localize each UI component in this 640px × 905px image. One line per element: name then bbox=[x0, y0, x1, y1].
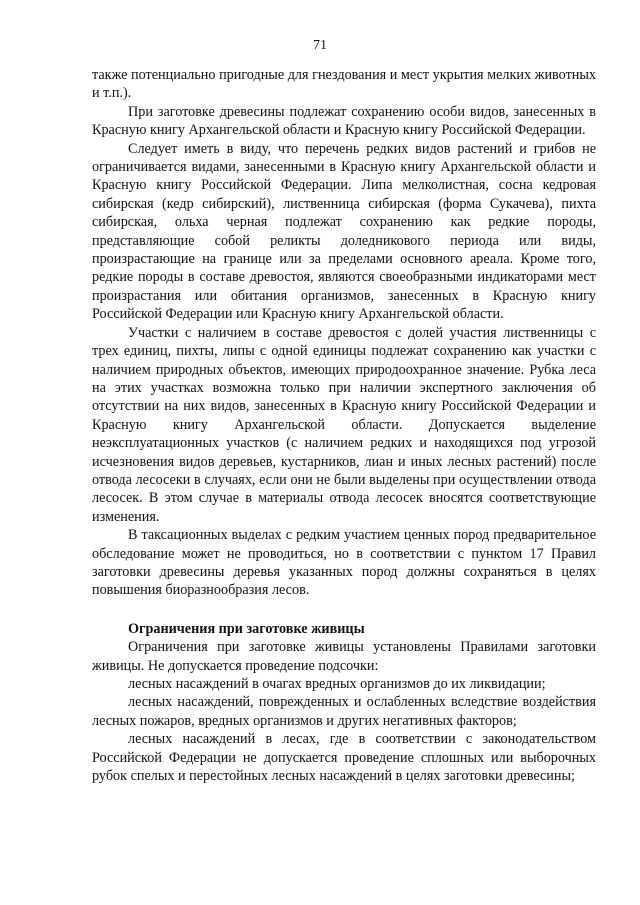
list-item-damaged-stands: лесных насаждений, поврежденных и ослабленных вследствие воздействия лесных пожаров, вредных организмов и других негативных факторов; bbox=[92, 694, 596, 729]
paragraph-valuable-species: В таксационных выделах с редким участием ценных пород предварительное обследование может не проводиться, но в соответствии с пунктом 17 Правил заготовки древесины деревья указанных пород должны сохраняться в целях повышения биоразнообразия лесов. bbox=[92, 527, 596, 599]
list-item-pest-foci: лесных насаждений в очагах вредных организмов до их ликвидации; bbox=[128, 676, 546, 692]
page-number: 71 bbox=[313, 38, 327, 53]
document-body bbox=[92, 66, 596, 785]
paragraph-protected-species: При заготовке древесины подлежат сохранению особи видов, занесенных в Красную книгу Архангельской области и Красную книгу Российской Федерации. bbox=[92, 103, 596, 139]
list-item-protected-forests: лесных насаждений в лесах, где в соответствии с законодательством Российской Федерации не допускается проведение сплошных или выборочных рубок спелых и перестойных лесных насаждений в целях заготовки древесины; bbox=[92, 731, 596, 785]
section-heading: Ограничения при заготовке живицы bbox=[128, 620, 365, 637]
paragraph-continuation: также потенциально пригодные для гнездования и мест укрытия мелких животных и т.п.). bbox=[92, 67, 596, 102]
paragraph-larch-plots: Участки с наличием в составе древостоя с долей участия лиственницы с трех единиц, пихты, липы с одной единицы подлежат сохранению как участки с наличием природных объектов, имеющих природоохранное значение. Рубка леса на этих участках возможна только при наличии экспертного заключения об отсутствии на них видов, занесенных в Красную книгу Российской Федерации и Красную книгу Архангельской области. Допускается выделение неэксплуатационных участков (с наличием редких и находящихся под угрозой исчезновения видов деревьев, кустарников, лиан и иных лесных растений) после отвода лесосеки в случаях, если они не были выделены при осуществлении отвода лесосек. В этом случае в материалы отвода лесосек вносятся соответствующие изменения. bbox=[92, 324, 596, 525]
paragraph-rare-species: Следует иметь в виду, что перечень редких видов растений и грибов не ограничивается видами, занесенными в Красную книгу Архангельской области и Красную книгу Российской Федерации. Липа мелколистная, сосна кедровая сибирская (кедр сибирский), лиственница сибирская (форма Сукачева), пихта сибирская, ольха черная подлежат сохранению как редкие породы, представляющие собой реликты доледникового периода или виды, произрастающие на границе или за пределами основного ареала. Кроме того, редкие породы в составе древостоя, являются своеобразными индикаторами мест произрастания или обитания организмов, занесенных в Красную книгу Российской Федерации или Красную книгу Архангельской области. bbox=[92, 140, 596, 323]
paragraph-resin-restrictions: Ограничения при заготовке живицы установлены Правилами заготовки живицы. Не допускается проведение подсочки: bbox=[92, 639, 596, 674]
